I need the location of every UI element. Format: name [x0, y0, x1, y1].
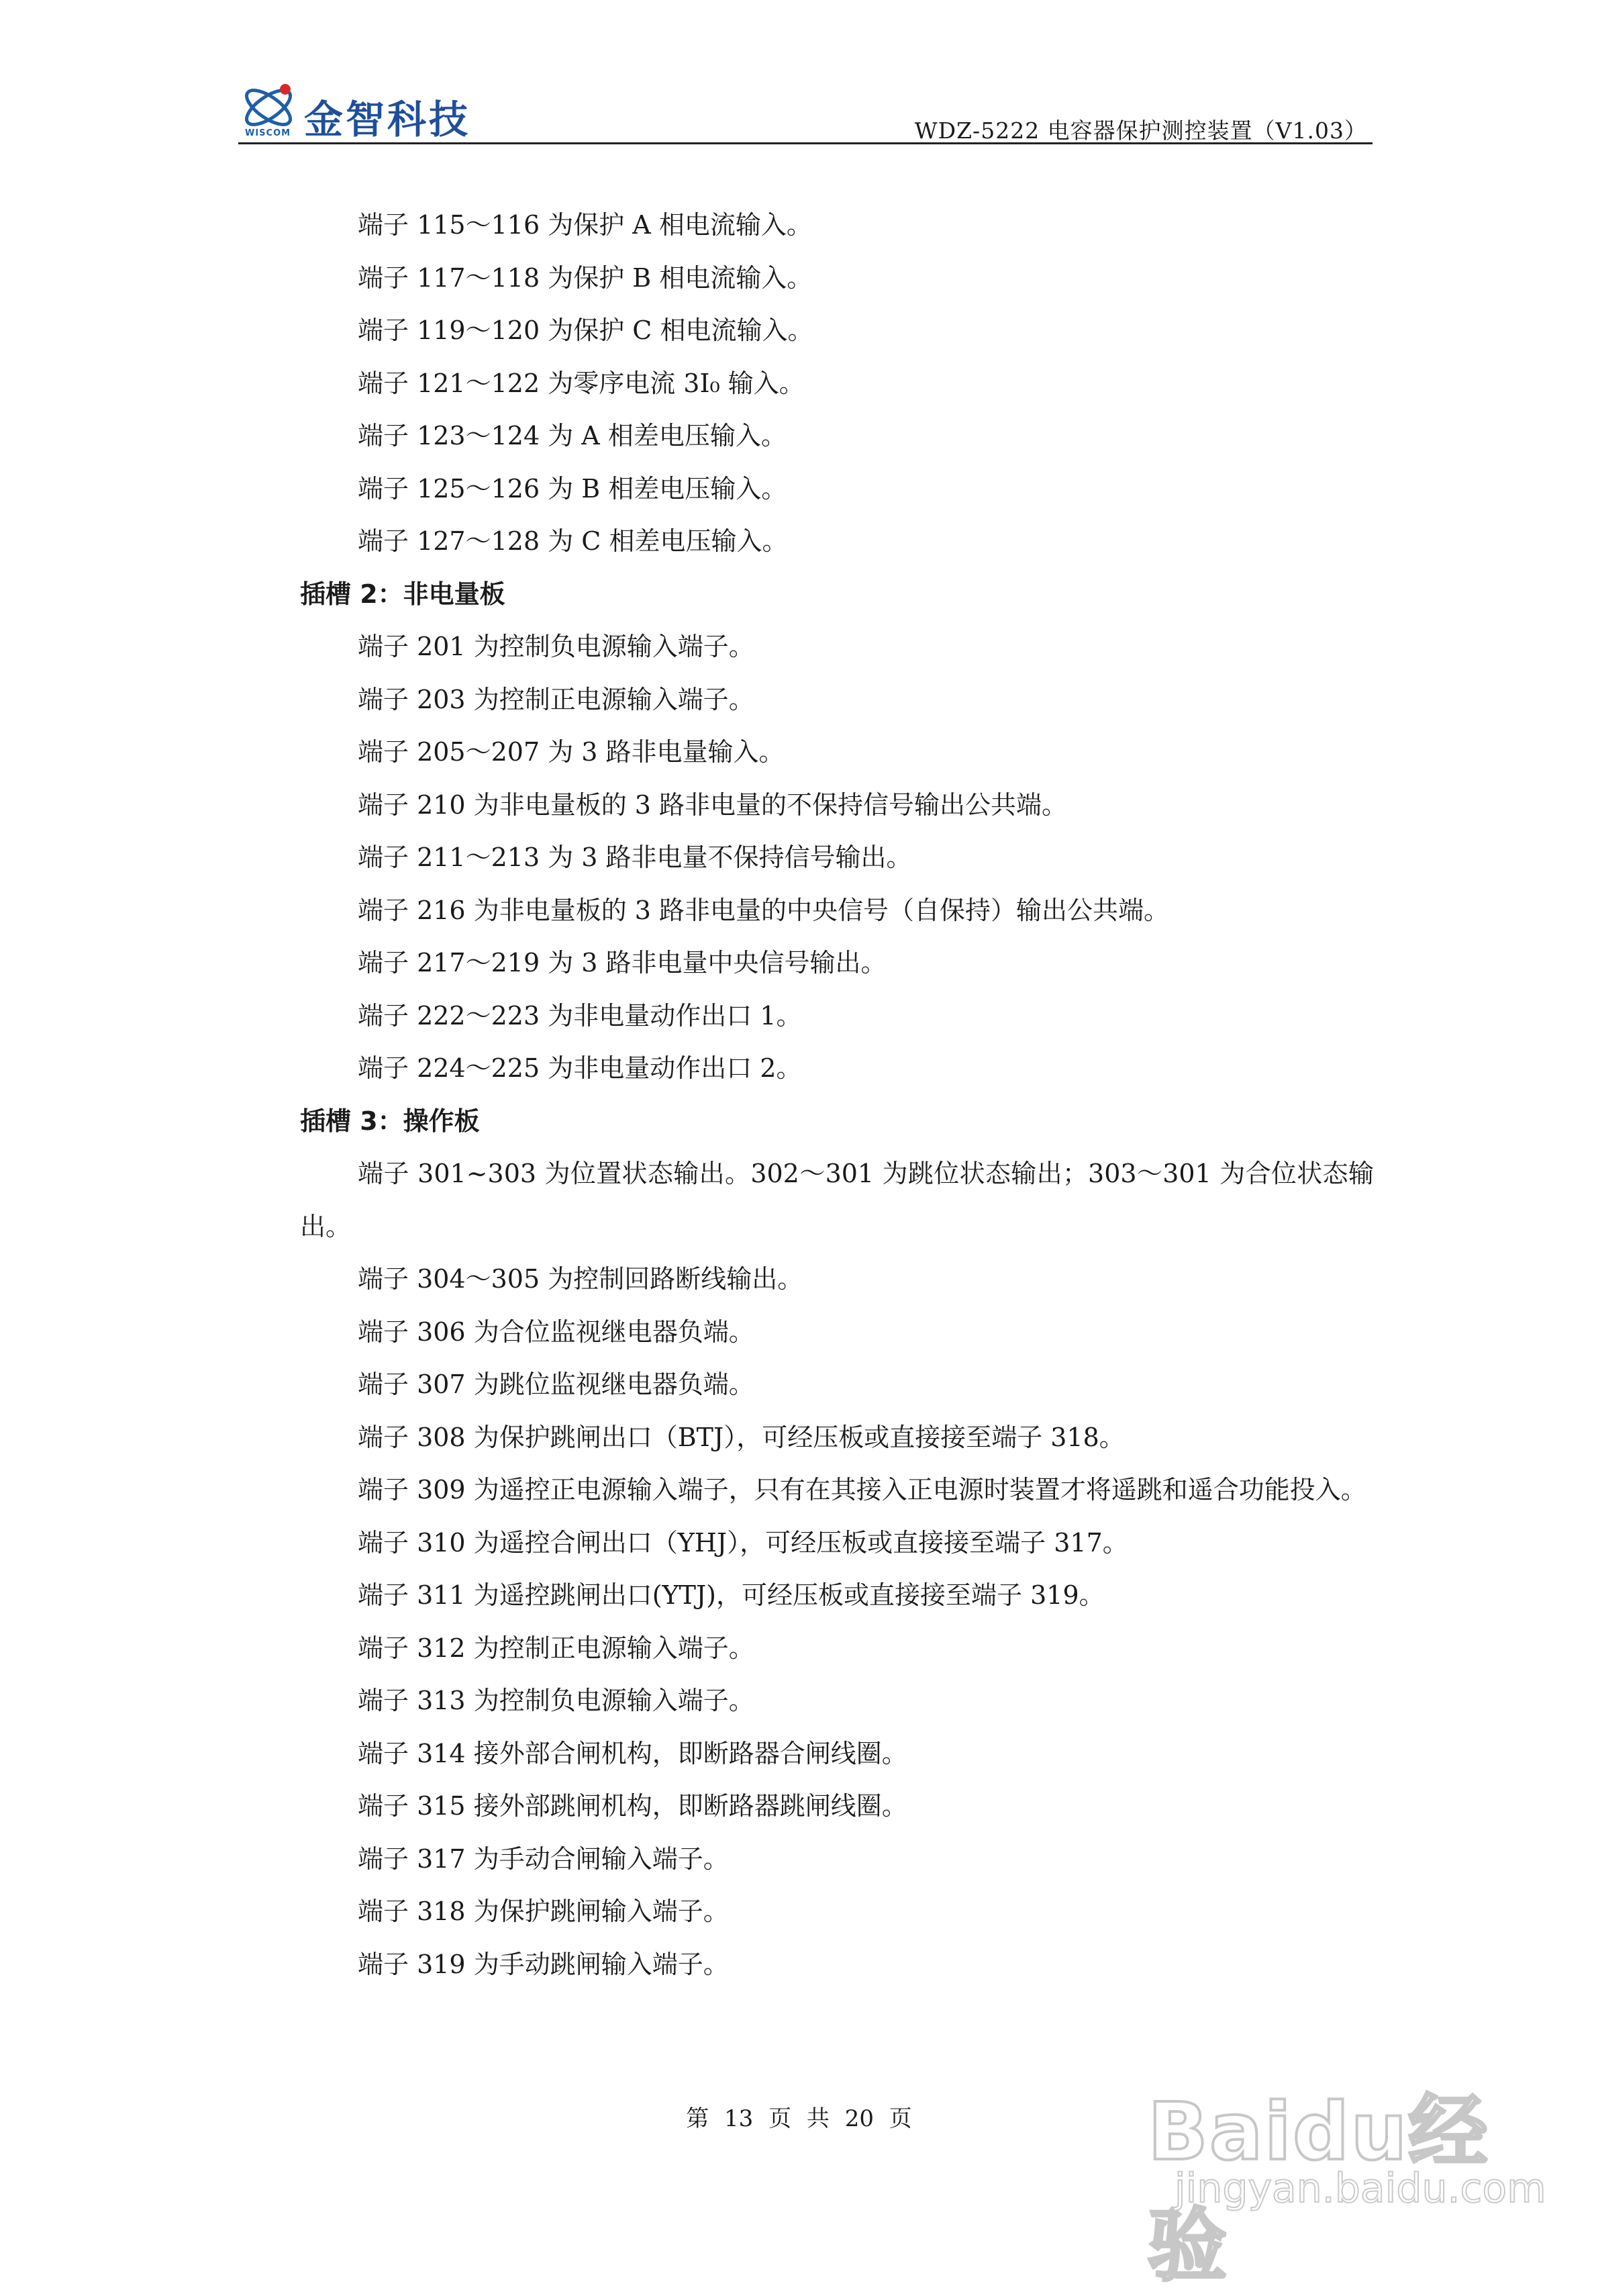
terminal-line: 端子 119～120 为保护 C 相电流输入。 — [358, 316, 813, 345]
terminal-line: 端子 318 为保护跳闸输入端子。 — [358, 1897, 729, 1926]
terminal-line: 端子 312 为控制正电源输入端子。 — [358, 1633, 754, 1663]
terminal-line: 端子 224～225 为非电量动作出口 2。 — [358, 1053, 802, 1083]
document-title: WDZ-5222 电容器保护测控装置（V1.03） — [914, 117, 1367, 144]
slot3-heading: 插槽 3：操作板 — [300, 1106, 480, 1136]
terminal-line: 端子 311 为遥控跳闸出口(YTJ)，可经压板或直接接至端子 319。 — [358, 1580, 1105, 1610]
terminal-line: 端子 203 为控制正电源输入端子。 — [358, 684, 754, 714]
watermark-url: jingyan.baidu.com — [1175, 2165, 1546, 2212]
terminal-line: 端子 216 为非电量板的 3 路非电量的中央信号（自保持）输出公共端。 — [358, 895, 1170, 925]
terminal-line: 端子 201 为控制负电源输入端子。 — [358, 632, 754, 661]
header-rule — [238, 142, 1372, 144]
terminal-line: 端子 205～207 为 3 路非电量输入。 — [358, 737, 785, 767]
terminal-line: 端子 304～305 为控制回路断线输出。 — [358, 1264, 803, 1294]
terminal-line: 端子 306 为合位监视继电器负端。 — [358, 1317, 754, 1347]
terminal-line: 端子 217～219 为 3 路非电量中央信号输出。 — [358, 948, 887, 977]
terminal-line: 端子 317 为手动合闸输入端子。 — [358, 1844, 729, 1874]
watermark-brand: Baidu经验 — [1148, 2085, 1489, 2292]
terminal-line: 端子 121～122 为零序电流 3I₀ 输入。 — [358, 368, 805, 398]
terminal-line: 端子 307 为跳位监视继电器负端。 — [358, 1370, 754, 1399]
baidu-watermark — [1148, 2041, 1550, 2292]
company-name: 金智科技 — [304, 97, 471, 142]
page-number: 第 13 页 共 20 页 — [686, 2105, 912, 2132]
terminal-line: 端子 314 接外部合闸机构，即断路器合闸线圈。 — [358, 1738, 907, 1768]
terminal-line: 端子 308 为保护跳闸出口（BTJ），可经压板或直接接至端子 318。 — [358, 1422, 1125, 1452]
terminal-paragraph: 端子 301~303 为位置状态输出。302～301 为跳位状态输出；303～301 为合位状态输出。 — [300, 1159, 1374, 1241]
page-header — [238, 64, 1372, 144]
page-content — [300, 199, 1374, 1991]
terminal-line: 端子 117～118 为保护 B 相电流输入。 — [358, 262, 813, 293]
terminal-line: 端子 123～124 为 A 相差电压输入。 — [358, 421, 787, 450]
slot2-heading: 插槽 2：非电量板 — [300, 579, 505, 609]
terminal-line: 端子 125～126 为 B 相差电压输入。 — [358, 473, 787, 504]
terminal-line: 端子 211～213 为 3 路非电量不保持信号输出。 — [358, 843, 912, 872]
terminal-line: 端子 115～116 为保护 A 相电流输入。 — [358, 210, 812, 240]
terminal-paragraph: 端子 309 为遥控正电源输入端子，只有在其接入正电源时装置才将遥跳和遥合功能投入。 — [358, 1475, 1366, 1504]
terminal-line: 端子 222～223 为非电量动作出口 1。 — [358, 1000, 802, 1031]
terminal-line: 端子 210 为非电量板的 3 路非电量的不保持信号输出公共端。 — [358, 790, 1068, 820]
terminal-line: 端子 310 为遥控合闸出口（YHJ），可经压板或直接接至端子 317。 — [358, 1527, 1128, 1558]
terminal-line: 端子 319 为手动跳闸输入端子。 — [358, 1949, 729, 1979]
logo-subtitle: WISCOM — [245, 128, 291, 138]
terminal-line: 端子 313 为控制负电源输入端子。 — [358, 1686, 754, 1715]
terminal-line: 端子 315 接外部跳闸机构，即断路器跳闸线圈。 — [358, 1791, 907, 1821]
terminal-line: 端子 127～128 为 C 相差电压输入。 — [358, 526, 788, 556]
